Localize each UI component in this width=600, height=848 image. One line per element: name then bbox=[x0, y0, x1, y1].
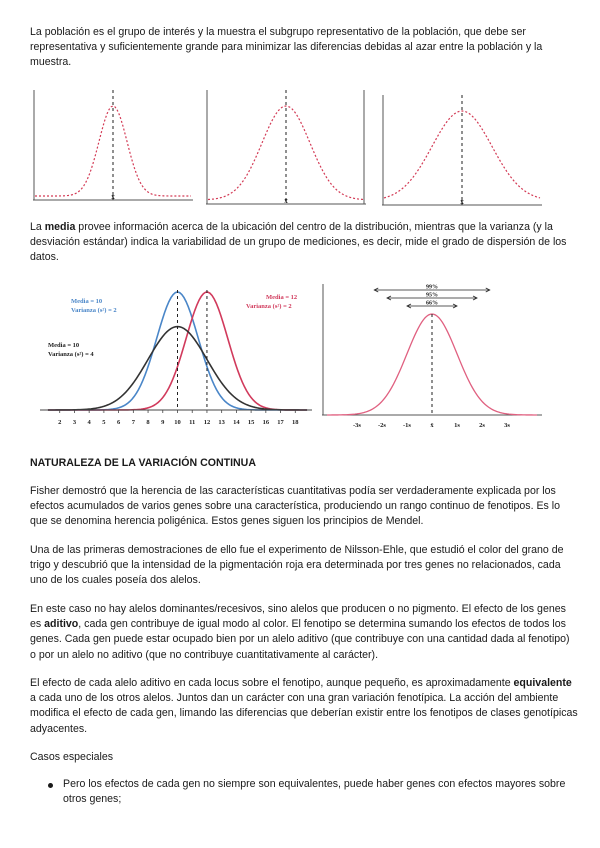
x-tick-label: 9 bbox=[161, 419, 165, 426]
aditivo-text-after: , cada gen contribuye de igual modo al color. El fenotipo se determina sumando los efectos de todos los genes. Cada gen puede estar ocupado bien por un alelo aditivo (que contribuye con una cantidad dada al fenotipo) o por un alelo no aditivo (que no contribuye cuantitativamente al carácter). bbox=[30, 618, 570, 661]
aditivo-paragraph bbox=[30, 602, 578, 663]
x-tick-label: 16 bbox=[262, 419, 270, 426]
bullet-item: Pero los efectos de cada gen no siempre son equivalentes, puede haber genes con efectos mayores sobre otros genes; bbox=[63, 778, 566, 806]
x-tick-label: 1s bbox=[454, 422, 460, 429]
x-tick-label: -1s bbox=[403, 422, 411, 429]
x-tick-label: 5 bbox=[102, 419, 106, 426]
x-tick-label: 2s bbox=[479, 422, 485, 429]
x-tick-label: 7 bbox=[131, 419, 135, 426]
x-tick-label: 18 bbox=[292, 419, 299, 426]
x-tick-label: 13 bbox=[218, 419, 225, 426]
equivalente-paragraph bbox=[30, 676, 578, 737]
x-tick-label: x̄ bbox=[430, 422, 434, 429]
blue-media-label: Media = 10 bbox=[71, 298, 103, 305]
media-text-before: La bbox=[30, 221, 45, 233]
three-distributions-chart bbox=[40, 282, 312, 430]
section-heading: NATURALEZA DE LA VARIACIÓN CONTINUA bbox=[30, 457, 256, 469]
standard-deviation-chart bbox=[322, 284, 542, 430]
fisher-paragraph: Fisher demostró que la herencia de las características cuantitativas podía ser verdaderamente explicada por los efectos acumulados de varios genes sobre una característica, produciendo un rango continuo de fenotipos. Es lo que se denomina herencia poligénica. Estos genes siguen los principios de Mendel. bbox=[30, 485, 561, 528]
x-tick-label: 3s bbox=[504, 422, 510, 429]
mean-label: x̄ bbox=[460, 198, 464, 206]
x-tick-label: -3s bbox=[353, 422, 361, 429]
normal-curve bbox=[384, 111, 540, 198]
normal-curve-figure-3 bbox=[382, 95, 542, 205]
equivalente-text-after: a cada uno de los otros alelos. Juntos dan un carácter con una gran variación fenotípica. La acción del ambiente modifica el efecto de cada gen, limando las diferencias que deberían existir entre los fenotipos de clases genotípicas adyacentes. bbox=[30, 692, 578, 735]
x-tick-label: -2s bbox=[378, 422, 386, 429]
equivalente-text-before: El efecto de cada alelo aditivo en cada locus sobre el fenotipo, aunque pequeño, es aproximadamente bbox=[30, 677, 514, 689]
blue-variance-label: Varianza (s²) = 2 bbox=[71, 307, 117, 314]
aditivo-bold: aditivo bbox=[44, 618, 79, 631]
media-paragraph bbox=[30, 220, 578, 266]
x-tick-label: 12 bbox=[203, 419, 211, 426]
media-bold: media bbox=[44, 221, 76, 233]
x-tick-label: 3 bbox=[72, 419, 77, 426]
bullet-dot bbox=[48, 783, 53, 788]
media-text-after: provee información acerca de la ubicación del centro de la distribución, mientras que la varianza (y la desviación estándar) indica la variabilidad de un grupo de mediciones, es decir, mide el grado de dispersión de los datos. bbox=[30, 221, 567, 264]
nilsson-ehle-paragraph: Una de las primeras demostraciones de ello fue el experimento de Nilsson-Ehle, que estudió el color del grano de trigo y descubrió que la intensidad de la pigmentación roja era determinada por tres genes no relacionados, cada uno de los cuales poseía dos alelos. bbox=[30, 544, 564, 587]
red-media-label: Media = 12 bbox=[266, 294, 298, 301]
x-tick-label: 15 bbox=[247, 419, 255, 426]
x-tick-label: 6 bbox=[116, 419, 121, 426]
x-tick-label: 2 bbox=[58, 419, 62, 426]
x-tick-label: 17 bbox=[277, 419, 284, 426]
interval-label-2: 95% bbox=[426, 292, 438, 299]
aditivo-text-before: En este caso no hay alelos dominantes/recesivos, sino alelos que producen o no pigmento. El efecto de los genes es bbox=[30, 603, 566, 631]
interval-label-1: 99% bbox=[426, 284, 438, 291]
black-media-label: Media = 10 bbox=[48, 342, 80, 349]
x-tick-label: 8 bbox=[146, 419, 150, 426]
x-tick-label: 14 bbox=[233, 419, 240, 426]
red-variance-label: Varianza (s²) = 2 bbox=[246, 303, 292, 310]
black-variance-label: Varianza (s²) = 4 bbox=[48, 351, 94, 358]
mean-label: x̄ bbox=[111, 193, 115, 201]
x-tick-label: 4 bbox=[87, 419, 91, 426]
intro-paragraph: La población es el grupo de interés y la muestra el subgrupo representativo de la población, que debe ser representativa y suficientemente grande para minimizar las diferencias debidas al azar entre la población y la muestra. bbox=[30, 26, 543, 69]
x-tick-label: 11 bbox=[189, 419, 196, 426]
mean-label: x̄ bbox=[284, 197, 288, 205]
equivalente-bold: equivalente bbox=[513, 677, 572, 689]
x-tick-label: 10 bbox=[174, 419, 181, 426]
normal-curve-figure-1 bbox=[33, 90, 193, 205]
interval-label-3: 66% bbox=[426, 300, 438, 307]
casos-especiales-label: Casos especiales bbox=[30, 751, 114, 763]
normal-curve-figure-2 bbox=[206, 90, 366, 205]
